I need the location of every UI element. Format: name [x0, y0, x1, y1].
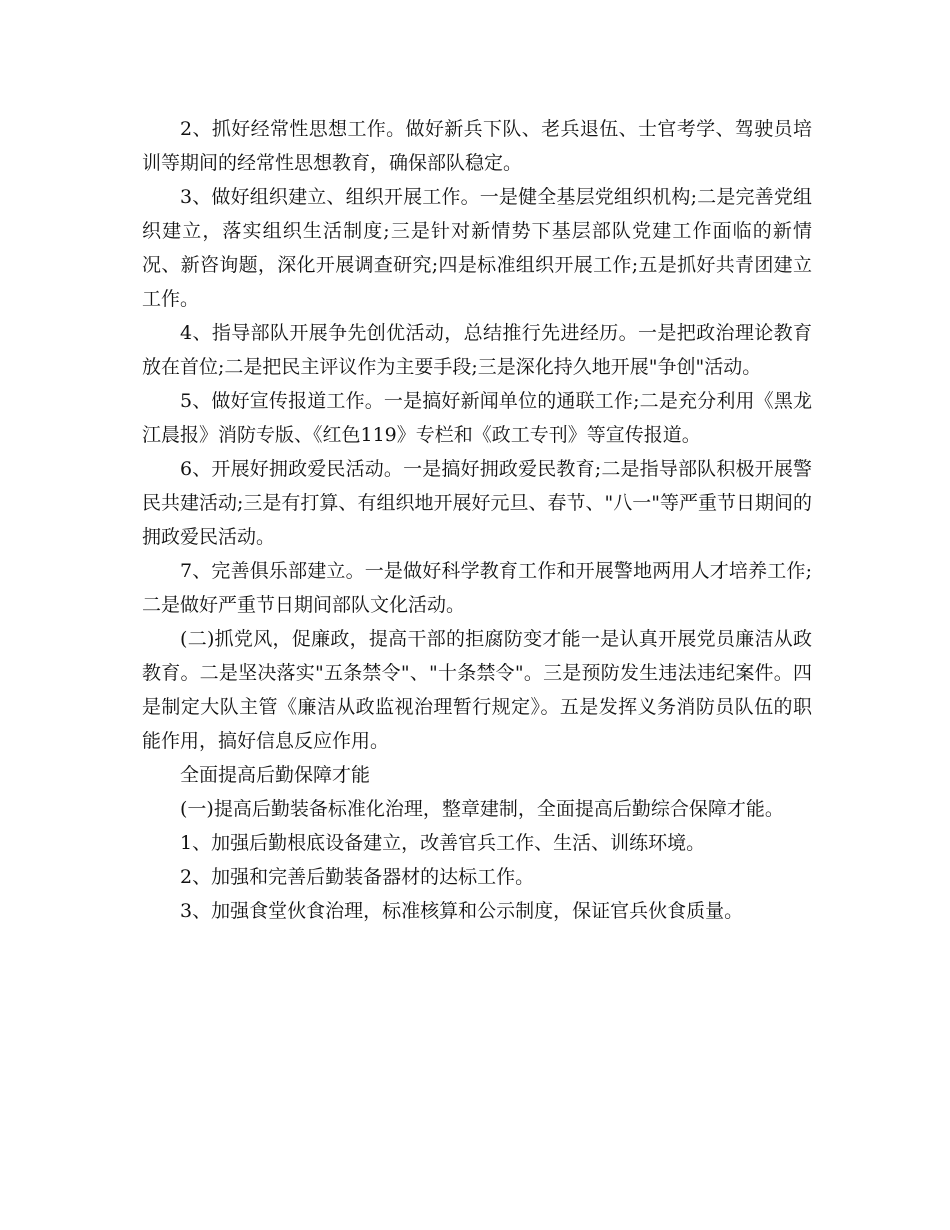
paragraph-club: 7、完善俱乐部建立。一是做好科学教育工作和开展警地两用人才培养工作;二是做好严重节日期间部队文化活动。: [142, 560, 812, 616]
paragraph-civil-relations: 6、开展好拥政爱民活动。一是搞好拥政爱民教育;二是指导部队积极开展警民共建活动;三是有打算、有组织地开展好元旦、春节、"八一"等严重节日期间的拥政爱民活动。: [142, 458, 812, 548]
paragraph-canteen: 3、加强食堂伙食治理，标准核算和公示制度，保证官兵伙食质量。: [180, 900, 744, 922]
paragraph-thought-work: 2、抓好经常性思想工作。做好新兵下队、老兵退伍、士官考学、驾驶员培训等期间的经常性思想教育，确保部队稳定。: [142, 118, 812, 174]
paragraph-logistics-standard: (一)提高后勤装备标准化治理，整章建制，全面提高后勤综合保障才能。: [180, 798, 784, 820]
paragraph-excellence-activity: 4、指导部队开展争先创优活动，总结推行先进经历。一是把政治理论教育放在首位;二是把民主评议作为主要手段;三是深化持久地开展"争创"活动。: [142, 322, 812, 378]
paragraph-logistics-equipment: 2、加强和完善后勤装备器材的达标工作。: [180, 866, 535, 888]
document-body: [142, 112, 812, 928]
paragraph-publicity: 5、做好宣传报道工作。一是搞好新闻单位的通联工作;二是充分利用《黑龙江晨报》消防专版、《红色119》专栏和《政工专刊》等宣传报道。: [142, 390, 812, 446]
section-heading-logistics: 全面提高后勤保障才能: [180, 764, 371, 786]
paragraph-logistics-facilities: 1、加强后勤根底设备建立，改善官兵工作、生活、训练环境。: [180, 832, 706, 854]
paragraph-integrity: (二)抓党风，促廉政，提高干部的拒腐防变才能一是认真开展党员廉洁从政教育。二是坚决落实"五条禁令"、"十条禁令"。三是预防发生违法违纪案件。四是制定大队主管《廉洁从政监视治理暂行规定》。五是发挥义务消防员队伍的职能作用，搞好信息反应作用。: [142, 628, 812, 752]
paragraph-organization: 3、做好组织建立、组织开展工作。一是健全基层党组织机构;二是完善党组织建立，落实组织生活制度;三是针对新情势下基层部队党建工作面临的新情况、新咨询题，深化开展调查研究;四是标准组织开展工作;五是抓好共青团建立工作。: [142, 186, 812, 310]
